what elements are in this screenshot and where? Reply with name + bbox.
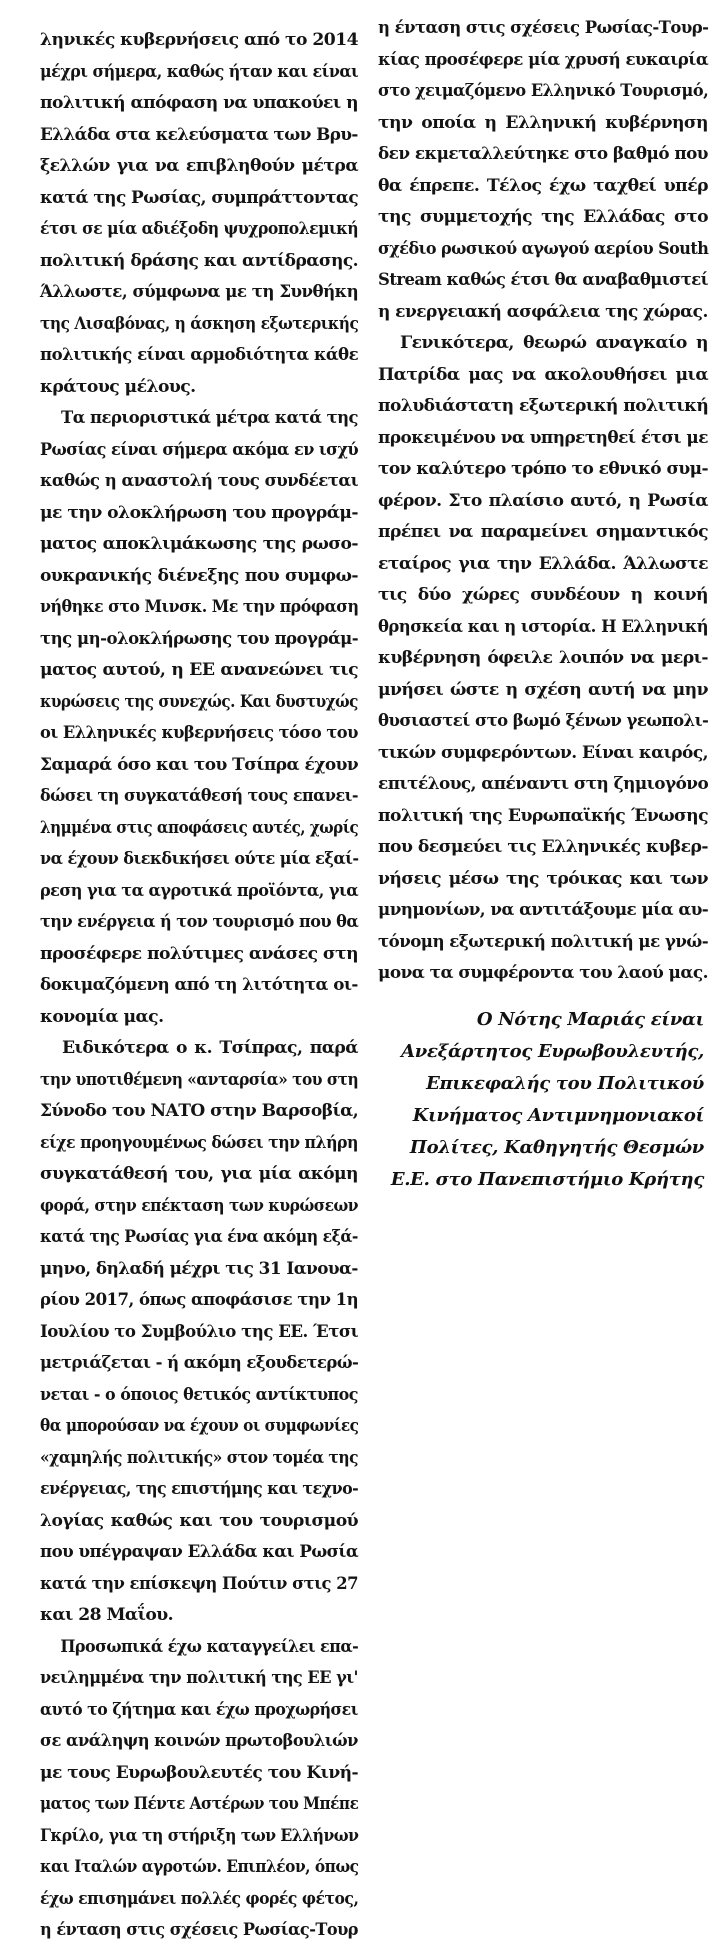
text-line: κράτους μέλους. [40,376,196,397]
text-line: Σύνοδο του ΝΑΤΟ στην Βαρσοβία, [40,1101,359,1121]
text-line: συγκατάθεσή του, για μία ακόμη [40,1164,358,1184]
text-line: ρίου 2017, όπως αποφάσισε την 1η [40,1290,359,1310]
text-line: με την ολοκλήρωση του προγράμ- [40,502,358,523]
text-line: δώσει τη συγκατάθεσή τους επανει- [40,786,358,806]
text-line: πολιτικής είναι αρμοδιότητα κάθε [40,345,359,365]
text-line: ενέργειας, της επιστήμης και τεχνο- [40,1479,359,1499]
text-line: δεν εκμεταλλεύτηκε στο βαθμό που [378,144,708,164]
text-line: ουκρανικής διένεξης που συμφω- [40,565,358,586]
text-line: ματος αποκλιμάκωσης της ρωσο- [40,534,358,554]
author-signature [378,1004,708,1196]
text-line: ρεση για τα αγροτικά προϊόντα, για [40,880,359,901]
text-line: κατά την επίσκεψη Πούτιν στις 27 [40,1573,358,1594]
paragraph-start-line: Ειδικότερα ο κ. Τσίπρας, παρά [62,1038,358,1058]
text-line: κατά της Ρωσίας για ένα ακόμη εξά- [40,1227,358,1247]
text-line: θρησκεία και η ιστορία. Η Ελληνική [378,616,709,637]
signature-line: Ανεξάρτητος Ευρωβουλευτής, [401,1040,704,1062]
text-line: νειλημμένα την πολιτική της ΕΕ γι' [40,1668,358,1688]
text-line: να έχουν διεκδικήσει ούτε μία εξαί- [40,849,359,869]
text-line: αυτό το ζήτημα και έχω προχωρήσει [40,1699,358,1720]
text-line: σε ανάληψη κοινών πρωτοβουλιών [40,1731,358,1751]
text-line: λογίας καθώς και του τουρισμού [40,1510,358,1531]
text-line: επιτέλους, απέναντι στη ζημιογόνο [378,774,709,794]
text-line: μνήσει ώστε η σχέση αυτή να μην [378,679,708,700]
text-line: Ρωσίας είναι σήμερα ακόμα εν ισχύ [40,439,359,460]
text-line: ματος των Πέντε Αστέρων του Μπέπε [40,1794,359,1814]
text-line: την οποία η Ελληνική κυβέρνηση [378,112,708,133]
text-line: την υποτιθέμενη «ανταρσία» του στη [40,1069,359,1090]
signature-line: Πολίτες, Καθηγητής Θεσμών [409,1136,704,1158]
text-line: θα έπρεπε. Τέλος έχω ταχθεί υπέρ [378,175,708,196]
text-line: «χαμηλής πολιτικής» στον τομέα της [40,1447,359,1468]
text-line: Πατρίδα μας να ακολουθήσει μια [378,364,708,385]
text-line: τον καλύτερο τρόπο το εθνικό συμ- [378,459,709,479]
text-line: θα μπορούσαν να έχουν οι συμφωνίες [40,1416,359,1436]
text-line: μνημονίων, να αντιτάξουμε μία αυ- [378,900,709,920]
text-line: που δεσμεύει τις Ελληνικές κυβερ- [378,837,708,857]
text-line: στο χειμαζόμενο Ελληνικό Τουρισμό, [378,81,709,101]
text-line: της Λισαβόνας, η άσκηση εξωτερικής [40,313,359,334]
text-line: τις δύο χώρες συνδέουν η κοινή [378,585,708,605]
text-line: θυσιαστεί στο βωμό ξένων γεωπολι- [378,711,709,731]
text-line: ματος αυτού, η ΕΕ ανανεώνει τις [40,660,358,680]
paragraph-start-line: Προσωπικά έχω καταγγείλει επα- [60,1636,359,1657]
text-line: τόνομη εξωτερική πολιτική με γνώ- [378,931,709,952]
text-line: κονομία μας. [40,1006,164,1027]
text-line: και 28 Μαΐου. [40,1605,174,1625]
paragraph-start-line: Τα περιοριστικά μέτρα κατά της [61,408,359,428]
text-line: Γκρίλο, για τη στήριξη των Ελλήνων [40,1825,359,1846]
text-line: μονα τα συμφέροντα του λαού μας. [378,963,708,983]
text-line: η ενεργειακή ασφάλεια της χώρας. [378,301,708,322]
text-line: σχέδιο ρωσικού αγωγού αερίου South [378,238,709,259]
text-line: καθώς η αναστολή τους συνδέεται [40,471,359,491]
text-line: φορά, στην επέκταση των κυρώσεων [40,1195,359,1216]
text-line: Ιουλίου το Συμβούλιο της ΕΕ. Έτσι [40,1321,359,1342]
text-line: προσέφερε πολύτιμες ανάσες στη [40,943,359,964]
text-line: είχε προηγουμένως δώσει την πλήρη [40,1132,358,1153]
text-line: κατά της Ρωσίας, συμπράττοντας [40,187,359,208]
text-line: κυβέρνηση όφειλε λοιπόν να μερι- [378,648,708,668]
text-line: φέρον. Στο πλαίσιο αυτό, η Ρωσία [378,490,708,511]
signature-line: Κινήματος Αντιμνημονιακοί [412,1104,704,1126]
text-line: και Ιταλών αγροτών. Επιπλέον, όπως [40,1857,359,1877]
text-line: κυρώσεις της συνεχώς. Και δυστυχώς [40,691,358,712]
right-column [378,0,708,1196]
text-line: ληνικές κυβερνήσεις από το 2014 [40,30,359,50]
text-line: πολιτική απόφαση να υπακούει η [40,93,359,113]
text-line: πολυδιάστατη εξωτερική πολιτική [378,396,709,416]
text-line: οι Ελληνικές κυβερνήσεις τόσο του [40,723,358,743]
paragraph-start-line: Γενικότερα, θεωρώ αναγκαίο η [400,333,708,353]
text-line: κίας προσέφερε μία χρυσή ευκαιρία [378,49,709,70]
signature-line: Ο Νότης Μαριάς είναι [476,1008,704,1030]
text-line: νεται - ο όποιος θετικός αντίκτυπος [40,1384,358,1405]
signature-line: Επικεφαλής του Πολιτικού [426,1072,704,1094]
text-line: τικών συμφερόντων. Είναι καιρός, [378,742,708,763]
text-line: έχω επισημάνει πολλές φορές φέτος, [40,1888,359,1909]
text-line: της συμμετοχής της Ελλάδας στο [378,207,708,227]
text-line: νήθηκε στο Μινσκ. Με την πρόφαση [40,597,359,617]
text-line: μηνο, δηλαδή μέχρι τις 31 Ιανουα- [40,1258,358,1279]
text-line: πολιτική δράσης και αντίδρασης. [40,250,359,271]
text-line: Stream καθώς έτσι θα αναβαθμιστεί [378,270,709,290]
text-line: Ελλάδα στα κελεύσματα των Βρυ- [40,124,358,145]
clipped-text-line: η ένταση στις σχέσεις Ρωσίας-Τουρ [40,1920,358,1940]
text-line: που υπέγραψαν Ελλάδα και Ρωσία [40,1542,359,1562]
text-line: μέχρι σήμερα, καθώς ήταν και είναι [40,61,359,82]
signature-line: Ε.Ε. στο Πανεπιστήμιο Κρήτης [390,1168,704,1190]
text-line: της μη-ολοκλήρωσης του προγράμ- [40,628,359,649]
text-line: πρέπει να παραμείνει σημαντικός [378,522,708,542]
right-column-body [378,13,708,990]
text-line: πολιτική της Ευρωπαϊκής Ένωσης [378,805,708,826]
text-line: η ένταση στις σχέσεις Ρωσίας-Τουρ- [378,18,709,38]
text-line: δοκιμαζόμενη από τη λιτότητα οι- [40,975,358,995]
text-line: Άλλωστε, σύμφωνα με τη Συνθήκη [40,282,359,302]
text-line: μετριάζεται - ή ακόμη εξουδετερώ- [40,1353,359,1373]
text-line: εταίρος για την Ελλάδα. Άλλωστε [378,553,708,574]
text-line: έτσι σε μία αδιέξοδη ψυχροπολεμική [40,219,359,239]
text-line: προκειμένου να υπηρετηθεί έτσι με [378,427,708,448]
text-line: λημμένα στις αποφάσεις αυτές, χωρίς [40,817,359,838]
text-line: την ενέργεια ή τον τουρισμό που θα [40,912,359,932]
text-line: Σαμαρά όσο και του Τσίπρα έχουν [40,754,359,775]
left-column [40,0,359,1940]
text-line: νήσεις μέσω της τρόικας και των [378,868,708,889]
text-line: με τους Ευρωβουλευτές του Κινή- [40,1762,359,1783]
text-line: ξελλών για να επιβληθούν μέτρα [40,156,358,176]
